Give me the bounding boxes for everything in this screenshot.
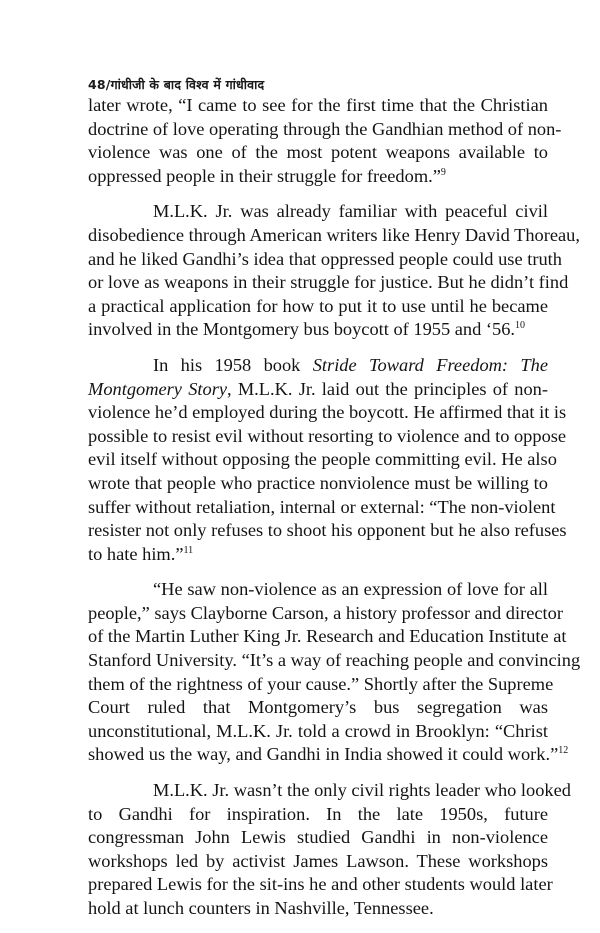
text-line: evil itself without opposing the people committing evil. He also <box>88 449 557 470</box>
text-line: possible to resist evil without resorting to violence and to oppose <box>88 425 567 446</box>
text-line: and he liked Gandhi’s idea that oppressed people could use truth <box>88 248 562 269</box>
line-text: involved in the Montgomery bus boycott of 1955 and ‘56. <box>88 319 516 340</box>
text-line: resister not only refuses to shoot his opponent but he also refuses <box>88 520 567 541</box>
text-line: hold at lunch counters in Nashville, Tennessee. <box>88 898 434 918</box>
paragraph-3 <box>88 354 567 566</box>
book-title-italic: Montgomery Story <box>88 378 228 399</box>
text-line: doctrine of love operating through the Gandhian method of non- <box>88 118 562 139</box>
paragraph-1 <box>88 94 562 188</box>
text-line: M.L.K. Jr. wasn’t the only civil rights leader who looked <box>153 780 571 801</box>
book-title-italic: Stride Toward Freedom: The <box>312 354 548 375</box>
running-head <box>88 76 264 93</box>
page-number: 48 <box>88 77 106 92</box>
text-line: of the Martin Luther King Jr. Research and Education Institute at <box>88 626 567 647</box>
text-line: disobedience through American writers like Henry David Thoreau, <box>88 224 580 245</box>
paragraph-2 <box>88 200 580 342</box>
text-line <box>88 378 548 402</box>
footnote-marker: 10 <box>515 320 526 332</box>
line-text: showed us the way, and Gandhi in India showed it could work.” <box>88 744 559 765</box>
text-line <box>88 743 569 767</box>
line-text: oppressed people in their struggle for freedom.” <box>88 165 441 186</box>
text-line: congressman John Lewis studied Gandhi in non-violence <box>88 827 548 848</box>
footnote-marker: 12 <box>558 745 569 757</box>
text-line <box>88 318 548 342</box>
text-line: Stanford University. “It’s a way of reaching people and convincing <box>88 650 581 671</box>
text-line <box>88 543 548 567</box>
header-separator: / <box>105 77 111 92</box>
paragraph-4 <box>88 578 581 767</box>
text-line: people,” says Clayborne Carson, a history professor and director <box>88 602 563 623</box>
book-title: गांधीजी के बाद विश्व में गांधीवाद <box>110 77 265 92</box>
footnote-marker: 9 <box>440 166 446 178</box>
text-line <box>88 354 548 378</box>
paragraph-5 <box>88 779 571 921</box>
text-line: or love as weapons in their struggle for justice. But he didn’t find <box>88 272 569 293</box>
text-line: unconstitutional, M.L.K. Jr. told a crowd in Brooklyn: “Christ <box>88 720 548 741</box>
text-line: them of the rightness of your cause.” Shortly after the Supreme <box>88 673 554 694</box>
text-line: wrote that people who practice nonviolence must be willing to <box>88 472 548 493</box>
line-text: In his 1958 book <box>153 354 313 375</box>
text-line: suffer without retaliation, internal or external: “The non-violent <box>88 496 556 517</box>
footnote-marker: 11 <box>183 544 194 556</box>
text-line: prepared Lewis for the sit-ins he and other students would later <box>88 874 553 895</box>
text-line <box>88 165 548 189</box>
text-line: violence was one of the most potent weapons available to <box>88 142 548 163</box>
text-line: M.L.K. Jr. was already familiar with peaceful civil <box>153 201 548 222</box>
text-line: to Gandhi for inspiration. In the late 1950s, future <box>88 803 548 824</box>
line-text: to hate him.” <box>88 543 184 564</box>
text-line: a practical application for how to put it to use until he became <box>88 295 548 316</box>
text-line: later wrote, “I came to see for the first time that the Christian <box>88 95 548 115</box>
text-line: violence he’d employed during the boycott. He affirmed that it is <box>88 402 567 423</box>
line-text: , M.L.K. Jr. laid out the principles of non- <box>227 378 548 399</box>
body-text <box>88 94 581 933</box>
text-line: Court ruled that Montgomery’s bus segregation was <box>88 697 548 718</box>
text-line: workshops led by activist James Lawson. These workshops <box>88 850 548 871</box>
text-line: “He saw non-violence as an expression of love for all <box>153 579 548 600</box>
